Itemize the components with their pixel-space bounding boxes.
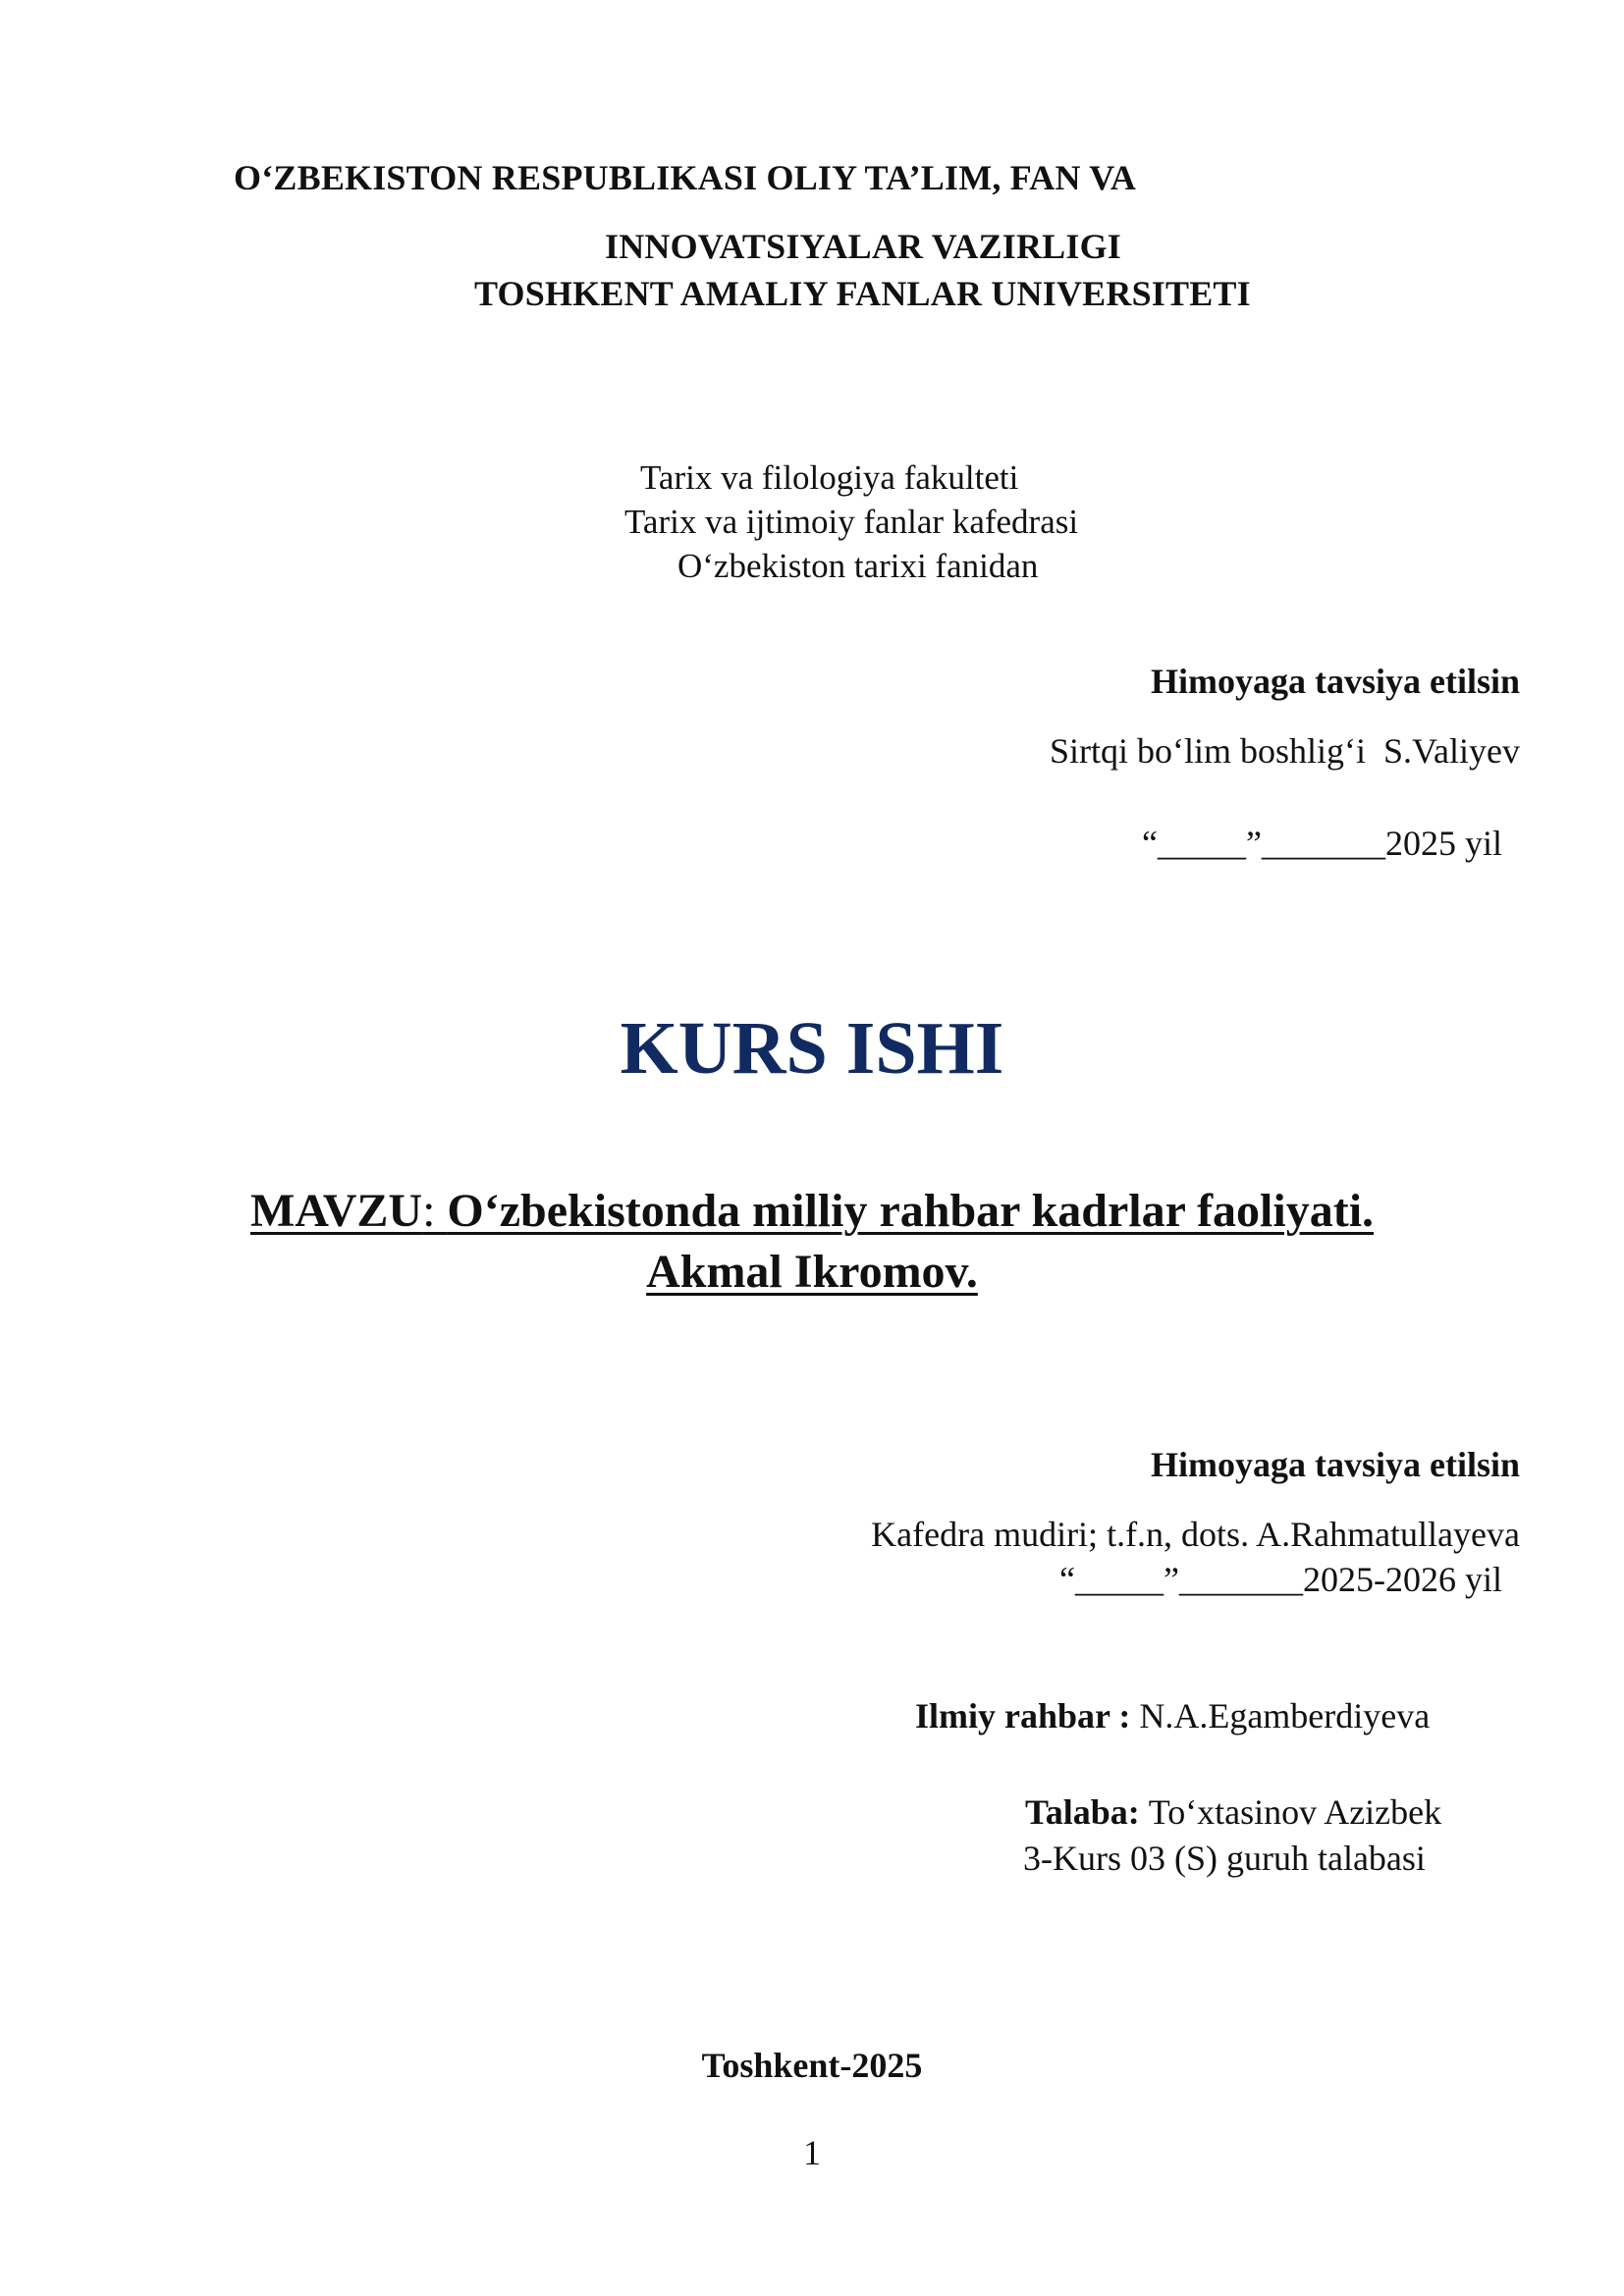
topic-separator: : — [422, 1185, 448, 1237]
university-name: TOSHKENT AMALIY FANLAR UNIVERSITETI — [474, 274, 1251, 313]
approval-person-2: Kafedra mudiri; t.f.n, dots. A.Rahmatullayeva — [871, 1515, 1520, 1554]
topic-line-2: Akmal Ikromov. — [646, 1246, 978, 1298]
student-line — [1025, 1791, 1441, 1833]
ministry-line-1: O‘ZBEKISTON RESPUBLIKASI OLIY TA’LIM, FAN VA — [234, 158, 1137, 197]
approval-date-2: “_____”_______2025-2026 yil — [1059, 1560, 1502, 1599]
supervisor-label: Ilmiy rahbar : — [915, 1696, 1140, 1735]
faculty-name: Tarix va filologiya fakulteti — [640, 458, 1019, 497]
student-group: 3-Kurs 03 (S) guruh talabasi — [1023, 1839, 1426, 1878]
student-label: Talaba: — [1025, 1792, 1149, 1832]
topic-text: O‘zbekistonda milliy rahbar kadrlar faoliyati. — [447, 1185, 1375, 1237]
approval-person-1: Sirtqi bo‘lim boshlig‘i S.Valiyev — [1049, 731, 1520, 771]
topic-label: MAVZU — [249, 1185, 423, 1237]
supervisor-line — [915, 1695, 1430, 1736]
department-name: Tarix va ijtimoiy fanlar kafedrasi — [624, 503, 1079, 541]
subject-name: O‘zbekiston tarixi fanidan — [677, 547, 1039, 585]
student-name: To‘xtasinov Azizbek — [1148, 1792, 1442, 1832]
topic-line-1 — [0, 1184, 1624, 1238]
ministry-line-2: INNOVATSIYALAR VAZIRLIGI — [605, 227, 1121, 266]
supervisor-name: N.A.Egamberdiyeva — [1139, 1696, 1431, 1735]
page-number: 1 — [803, 2133, 821, 2172]
approval-date-1: “_____”_______2025 yil — [1142, 824, 1502, 863]
city-year: Toshkent-2025 — [701, 2046, 923, 2085]
approval-heading-1: Himoyaga tavsiya etilsin — [1151, 662, 1520, 701]
approval-heading-2: Himoyaga tavsiya etilsin — [1151, 1445, 1520, 1484]
document-title: KURS ISHI — [620, 1007, 1004, 1090]
